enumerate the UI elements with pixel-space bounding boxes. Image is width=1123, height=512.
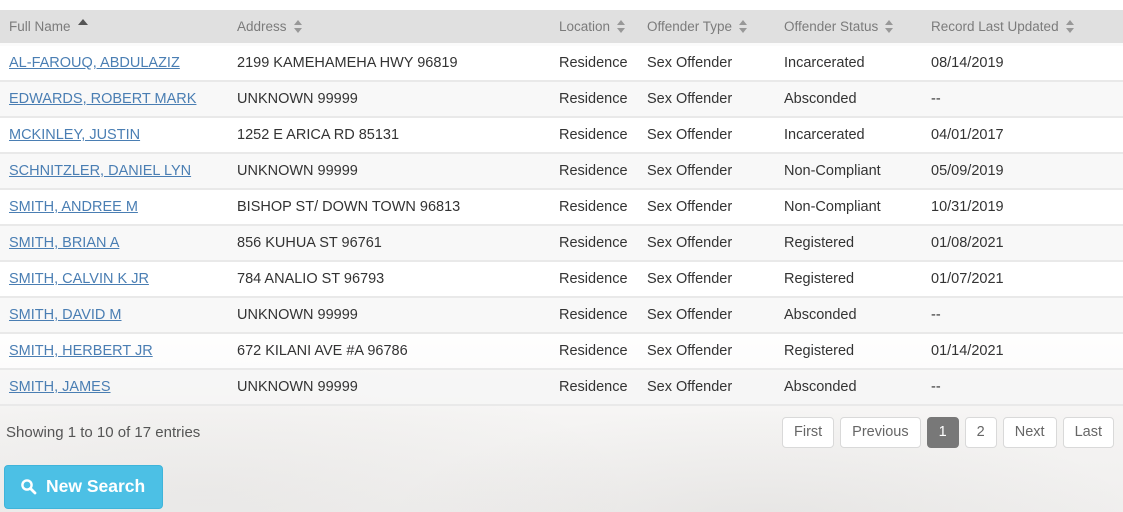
record-last-updated-cell: 01/14/2021	[922, 334, 1123, 370]
record-last-updated-cell: 10/31/2019	[922, 190, 1123, 226]
table-row	[0, 118, 1123, 154]
record-last-updated-cell: --	[922, 298, 1123, 334]
offender-status-cell: Registered	[775, 334, 922, 370]
column-label: Offender Type	[647, 19, 733, 34]
record-last-updated-cell: 05/09/2019	[922, 154, 1123, 190]
search-icon	[20, 478, 37, 495]
results-table	[0, 10, 1123, 406]
offender-status-cell: Absconded	[775, 370, 922, 406]
location-cell: Residence	[550, 154, 638, 190]
offender-name-link[interactable]: SMITH, ANDREE M	[9, 199, 138, 215]
new-search-label: New Search	[46, 475, 146, 496]
offender-name-link[interactable]: AL-FAROUQ, ABDULAZIZ	[9, 55, 180, 71]
location-cell: Residence	[550, 118, 638, 154]
table-row	[0, 334, 1123, 370]
pagination-page-2-button[interactable]: 2	[965, 417, 997, 448]
location-cell: Residence	[550, 334, 638, 370]
table-row	[0, 82, 1123, 118]
location-cell: Residence	[550, 190, 638, 226]
pagination	[782, 417, 1114, 448]
column-header-address[interactable]	[228, 10, 550, 46]
offender-name-link[interactable]: SMITH, JAMES	[9, 379, 111, 395]
sort-ascending-icon	[78, 19, 88, 25]
sort-icon	[294, 20, 303, 33]
offender-type-cell: Sex Offender	[638, 46, 775, 82]
offender-status-cell: Registered	[775, 226, 922, 262]
offender-type-cell: Sex Offender	[638, 82, 775, 118]
column-header-offender-type[interactable]	[638, 10, 775, 46]
offender-status-cell: Incarcerated	[775, 118, 922, 154]
offender-status-cell: Registered	[775, 262, 922, 298]
header-row	[0, 10, 1123, 46]
address-cell: BISHOP ST/ DOWN TOWN 96813	[228, 190, 550, 226]
offender-name-link[interactable]: SMITH, CALVIN K JR	[9, 271, 149, 287]
offender-type-cell: Sex Offender	[638, 262, 775, 298]
location-cell: Residence	[550, 262, 638, 298]
table-row	[0, 298, 1123, 334]
address-cell: 856 KUHUA ST 96761	[228, 226, 550, 262]
address-cell: 672 KILANI AVE #A 96786	[228, 334, 550, 370]
pagination-previous-button[interactable]: Previous	[840, 417, 920, 448]
column-label: Record Last Updated	[931, 19, 1059, 34]
sort-icon	[739, 20, 748, 33]
column-header-record-last-updated[interactable]	[922, 10, 1123, 46]
offender-type-cell: Sex Offender	[638, 298, 775, 334]
offender-type-cell: Sex Offender	[638, 190, 775, 226]
column-label: Full Name	[9, 19, 71, 34]
offender-name-link[interactable]: MCKINLEY, JUSTIN	[9, 127, 141, 143]
offender-type-cell: Sex Offender	[638, 226, 775, 262]
pagination-page-1-button[interactable]: 1	[927, 417, 959, 448]
table-footer	[0, 406, 1123, 448]
location-cell: Residence	[550, 82, 638, 118]
address-cell: UNKNOWN 99999	[228, 154, 550, 190]
column-header-full-name[interactable]	[0, 10, 228, 46]
table-row	[0, 154, 1123, 190]
offender-status-cell: Incarcerated	[775, 46, 922, 82]
offender-type-cell: Sex Offender	[638, 118, 775, 154]
address-cell: UNKNOWN 99999	[228, 370, 550, 406]
offender-type-cell: Sex Offender	[638, 154, 775, 190]
sort-icon	[617, 20, 626, 33]
column-label: Address	[237, 19, 287, 34]
entries-summary: Showing 1 to 10 of 17 entries	[6, 423, 201, 441]
column-header-offender-status[interactable]	[775, 10, 922, 46]
offender-type-cell: Sex Offender	[638, 334, 775, 370]
record-last-updated-cell: 01/08/2021	[922, 226, 1123, 262]
offender-name-link[interactable]: SMITH, BRIAN A	[9, 235, 120, 251]
table-header	[0, 10, 1123, 46]
record-last-updated-cell: 08/14/2019	[922, 46, 1123, 82]
pagination-next-button[interactable]: Next	[1003, 417, 1057, 448]
address-cell: 2199 KAMEHAMEHA HWY 96819	[228, 46, 550, 82]
table-row	[0, 262, 1123, 298]
table-row	[0, 370, 1123, 406]
offender-name-link[interactable]: EDWARDS, ROBERT MARK	[9, 91, 197, 107]
record-last-updated-cell: --	[922, 82, 1123, 118]
record-last-updated-cell: 01/07/2021	[922, 262, 1123, 298]
new-search-button[interactable]	[4, 465, 163, 509]
sort-icon	[1066, 20, 1075, 33]
pagination-last-button[interactable]: Last	[1063, 417, 1114, 448]
location-cell: Residence	[550, 298, 638, 334]
offender-status-cell: Absconded	[775, 298, 922, 334]
offender-status-cell: Non-Compliant	[775, 190, 922, 226]
location-cell: Residence	[550, 46, 638, 82]
table-body	[0, 46, 1123, 406]
address-cell: 1252 E ARICA RD 85131	[228, 118, 550, 154]
column-header-location[interactable]	[550, 10, 638, 46]
address-cell: UNKNOWN 99999	[228, 82, 550, 118]
offender-name-link[interactable]: SCHNITZLER, DANIEL LYN	[9, 163, 192, 179]
offender-status-cell: Absconded	[775, 82, 922, 118]
column-label: Location	[559, 19, 611, 34]
offender-type-cell: Sex Offender	[638, 370, 775, 406]
column-label: Offender Status	[784, 19, 879, 34]
table-row	[0, 190, 1123, 226]
table-row	[0, 46, 1123, 82]
address-cell: 784 ANALIO ST 96793	[228, 262, 550, 298]
pagination-first-button[interactable]: First	[782, 417, 834, 448]
location-cell: Residence	[550, 226, 638, 262]
table-row	[0, 226, 1123, 262]
offender-status-cell: Non-Compliant	[775, 154, 922, 190]
sort-icon	[885, 20, 894, 33]
location-cell: Residence	[550, 370, 638, 406]
offender-name-link[interactable]: SMITH, DAVID M	[9, 307, 122, 323]
address-cell: UNKNOWN 99999	[228, 298, 550, 334]
offender-name-link[interactable]: SMITH, HERBERT JR	[9, 343, 153, 359]
record-last-updated-cell: --	[922, 370, 1123, 406]
record-last-updated-cell: 04/01/2017	[922, 118, 1123, 154]
